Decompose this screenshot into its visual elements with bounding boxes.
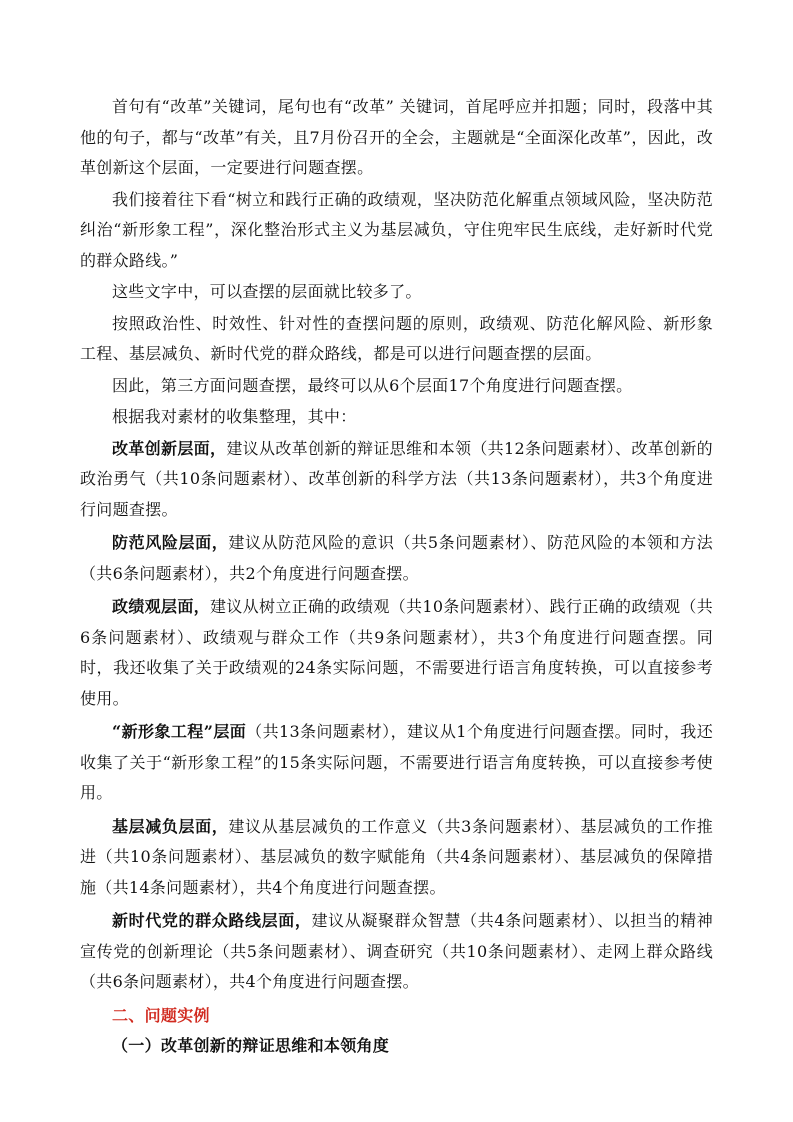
item-reform-innovation — [80, 434, 713, 526]
paragraph-materials-intro: 根据我对素材的收集整理，其中： — [112, 407, 357, 426]
item-performance-view — [80, 592, 713, 714]
item-lead: “新形象工程”层面 — [112, 722, 247, 741]
item-lead: 基层减负层面， — [112, 816, 229, 836]
subsection-heading: （一）改革创新的辩证思维和本领角度 — [112, 1036, 390, 1055]
item-text: 建议从树立正确的政绩观（共10条问题素材）、践行正确的政绩观（共6条问题素材）、政绩观与群众工作（共9条问题素材），共3个角度进行问题查摆。同时，我还收集了关于政绩观的24条实际问题，不需要进行语言角度转换，可以直接参考使用。 — [80, 597, 713, 708]
item-text: 建议从基层减负的工作意义（共3条问题素材）、基层减负的工作推进（共10条问题素材）、基层减负的数字赋能角（共4条问题素材）、基层减负的保障措施（共14条问题素材），共4个角度进行问题查摆。 — [80, 816, 713, 897]
item-lead: 新时代党的群众路线层面， — [112, 911, 312, 930]
item-mass-line — [80, 906, 713, 998]
item-risk-prevention — [80, 528, 713, 589]
paragraph-conclusion: 因此，第三方面问题查摆，最终可以从6个层面17个角度进行问题查摆。 — [112, 375, 633, 395]
item-lead: 政绩观层面， — [112, 597, 211, 616]
item-lead: 改革创新层面， — [112, 438, 227, 458]
item-text: 建议从防范风险的意识（共5条问题素材）、防范风险的本领和方法（共6条问题素材），共2个角度进行问题查摆。 — [80, 533, 713, 583]
document-page — [80, 92, 713, 1062]
paragraph-reform-keywords: 首句有“改革”关键词，尾句也有“改革” 关键词，首尾呼应并扣题；同时，段落中其他的句子，都与“改革”有关，且7月份召开的全会，主题就是“全面深化改革”，因此，改革创新这个层面，一定要进行问题查摆。 — [80, 97, 713, 177]
section-heading: 二、问题实例 — [112, 1005, 210, 1025]
item-burden-reduction — [80, 812, 713, 904]
item-text: （共13条问题素材），建议从1个角度进行问题查摆。同时，我还收集了关于“新形象工程”的15条实际问题，不需要进行语言角度转换，可以直接参考使用。 — [80, 722, 713, 802]
item-lead: 防范风险层面， — [112, 533, 229, 552]
paragraph-quote: 我们接着往下看“树立和践行正确的政绩观，坚决防范化解重点领域风险，坚决防范纠治“新形象工程”，深化整治形式主义为基层减负，守住兜牢民生底线，走好新时代党的群众路线。” — [80, 189, 713, 270]
item-text: 建议从改革创新的辩证思维和本领（共12条问题素材）、改革创新的政治勇气（共10条问题素材）、改革创新的科学方法（共13条问题素材），共3个角度进行问题查摆。 — [80, 438, 713, 519]
paragraph-principles: 按照政治性、时效性、针对性的查摆问题的原则，政绩观、防范化解风险、新形象工程、基层减负、新时代党的群众路线，都是可以进行问题查摆的层面。 — [80, 313, 713, 363]
item-text: 建议从凝聚群众智慧（共4条问题素材）、以担当的精神宣传党的创新理论（共5条问题素材）、调查研究（共10条问题素材）、走网上群众路线（共6条问题素材），共4个角度进行问题查摆。 — [80, 911, 713, 991]
paragraph-levels-intro: 这些文字中，可以查摆的层面就比较多了。 — [112, 282, 422, 301]
item-image-project — [80, 717, 713, 809]
